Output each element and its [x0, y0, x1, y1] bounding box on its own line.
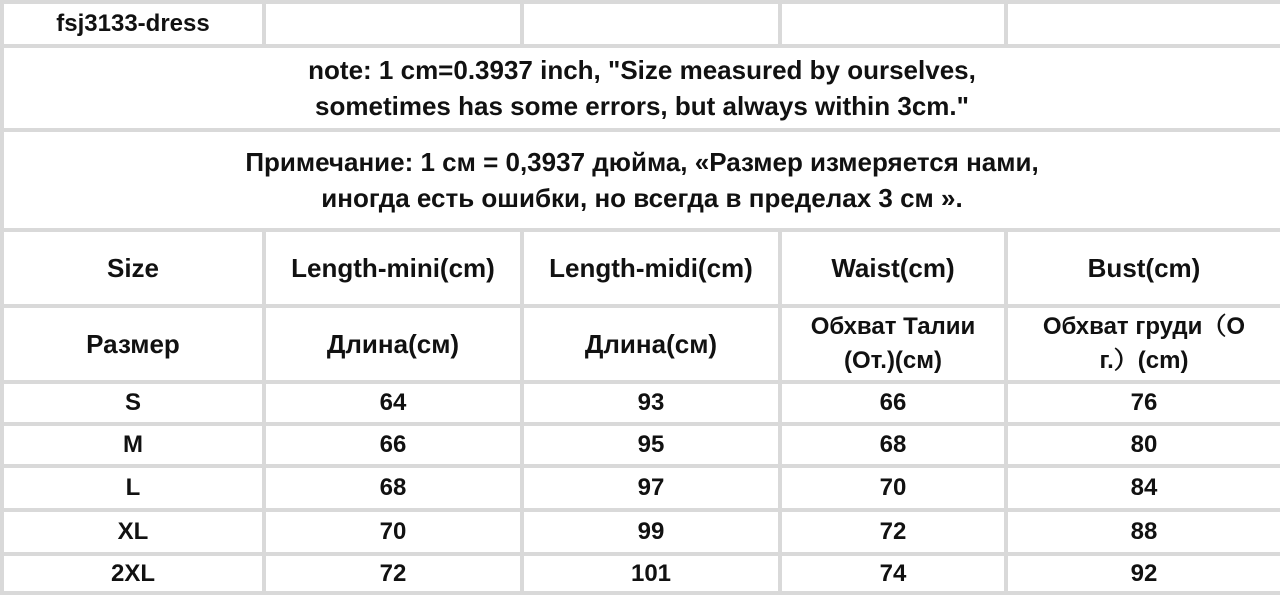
header-english-row — [2, 230, 1280, 306]
header-waist-ru-line2: (От.)(см) — [843, 347, 943, 374]
header-bust-ru-line2: г.）(cm) — [1099, 347, 1189, 374]
header-length-midi: Length-midi(cm) — [522, 230, 780, 306]
table-row — [2, 554, 1280, 593]
size-cell: L — [2, 466, 264, 510]
length-mini-cell: 66 — [264, 424, 522, 466]
table-row — [2, 466, 1280, 510]
size-cell: M — [2, 424, 264, 466]
header-length-mini-ru: Длина(см) — [264, 306, 522, 382]
length-midi-cell: 99 — [522, 510, 780, 554]
empty-cell — [780, 2, 1006, 46]
empty-cell — [1006, 2, 1280, 46]
size-cell: S — [2, 382, 264, 424]
note-english-line1: note: 1 cm=0.3937 inch, "Size measured by ourselves, — [308, 55, 976, 85]
length-midi-cell: 101 — [522, 554, 780, 593]
length-mini-cell: 64 — [264, 382, 522, 424]
size-cell: 2XL — [2, 554, 264, 593]
waist-cell: 66 — [780, 382, 1006, 424]
note-english-row — [2, 46, 1280, 130]
waist-cell: 68 — [780, 424, 1006, 466]
header-bust-ru-line1: Обхват груди（О — [1042, 313, 1246, 340]
table-row — [2, 382, 1280, 424]
empty-cell — [264, 2, 522, 46]
header-length-midi-ru: Длина(см) — [522, 306, 780, 382]
waist-cell: 74 — [780, 554, 1006, 593]
bust-cell: 92 — [1006, 554, 1280, 593]
bust-cell: 80 — [1006, 424, 1280, 466]
note-russian-line1: Примечание: 1 см = 0,3937 дюйма, «Размер измеряется нами, — [245, 147, 1039, 177]
length-mini-cell: 68 — [264, 466, 522, 510]
header-bust-ru — [1006, 306, 1280, 382]
length-mini-cell: 72 — [264, 554, 522, 593]
header-size: Size — [2, 230, 264, 306]
bust-cell: 88 — [1006, 510, 1280, 554]
length-midi-cell: 93 — [522, 382, 780, 424]
note-russian-row — [2, 130, 1280, 230]
title-row — [2, 2, 1280, 46]
length-mini-cell: 70 — [264, 510, 522, 554]
note-english-line2: sometimes has some errors, but always within 3cm." — [315, 91, 969, 121]
header-waist-ru — [780, 306, 1006, 382]
header-bust: Bust(cm) — [1006, 230, 1280, 306]
size-cell: XL — [2, 510, 264, 554]
bust-cell: 84 — [1006, 466, 1280, 510]
header-russian-row — [2, 306, 1280, 382]
header-size-ru: Размер — [2, 306, 264, 382]
length-midi-cell: 97 — [522, 466, 780, 510]
waist-cell: 72 — [780, 510, 1006, 554]
header-waist-ru-line1: Обхват Талии — [810, 313, 976, 340]
note-russian-line2: иногда есть ошибки, но всегда в пределах 3 см ». — [321, 183, 963, 213]
header-length-mini: Length-mini(cm) — [264, 230, 522, 306]
bust-cell: 76 — [1006, 382, 1280, 424]
note-english — [2, 46, 1280, 130]
waist-cell: 70 — [780, 466, 1006, 510]
header-waist: Waist(cm) — [780, 230, 1006, 306]
note-russian — [2, 130, 1280, 230]
empty-cell — [522, 2, 780, 46]
table-row — [2, 424, 1280, 466]
table-row — [2, 510, 1280, 554]
length-midi-cell: 95 — [522, 424, 780, 466]
product-code: fsj3133-dress — [2, 2, 264, 46]
